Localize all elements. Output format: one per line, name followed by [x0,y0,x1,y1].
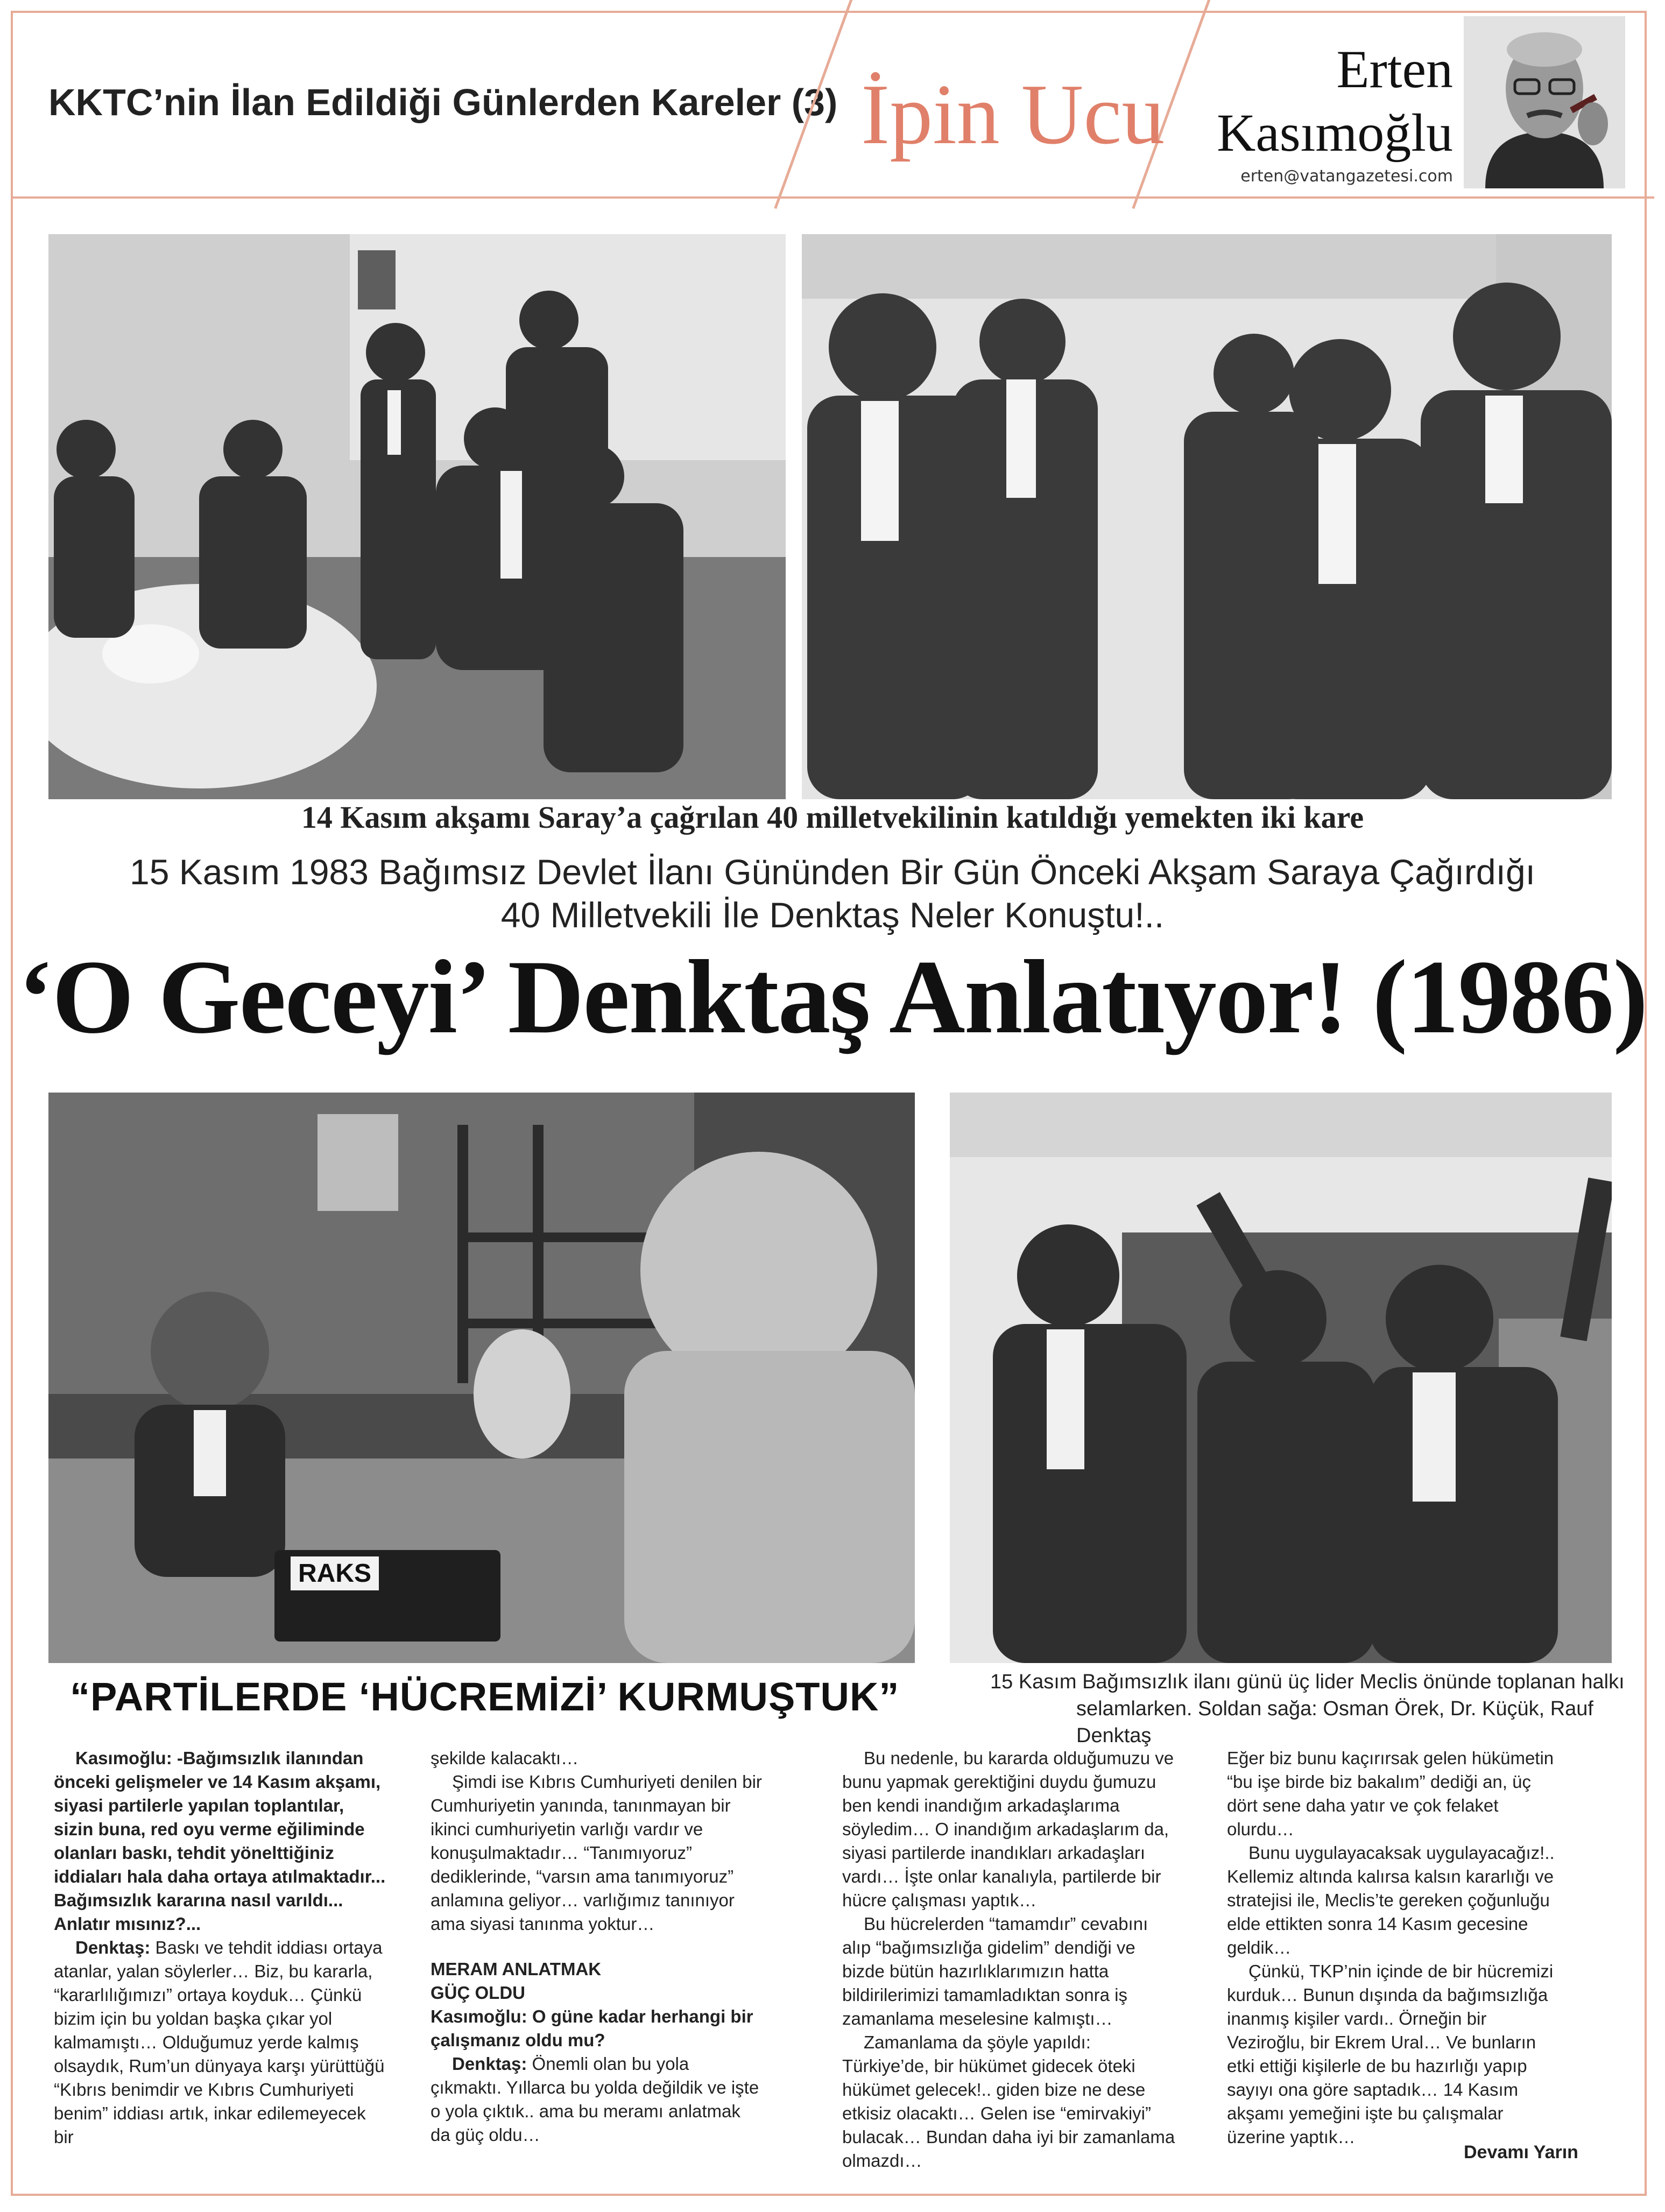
subheadline: “PARTİLERDE ‘HÜCREMİZİ’ KURMUŞTUK” [70,1674,900,1719]
author-email: erten@vatangazetesi.com [1240,167,1453,186]
article-column-1 [54,1746,387,2149]
question-text: O güne kadar herhangi bir çalışmanız oldu mu? [431,2006,753,2050]
paragraph: Bu nedenle, bu kararda olduğumuzu ve bunu yapmak gerektiğini duydu ğumuzu ben kendi inandığım arkadaşlarıma söyledim… O inandığım arkadaşlarım da, siyasi partilerde inandıkları arkadaşları vardı… İşte onlar kanalıyla, partilerde bir hücre çalışması yaptık… [842,1748,1174,1910]
headline: ‘O Geceyi’ Denktaş Anlatıyor! (1986) [18,939,1647,1055]
question-label: Kasımoğlu: [431,2006,527,2026]
paragraph: şekilde kalacaktı… [431,1748,579,1768]
paragraph: Bunu uygulayacaksak uygulayacağız!.. Kellemiz altında kalırsa kalsın kararlığı ve stratejisi ile, Meclis’te gereken çoğunluğu elde ettikten sonra 14 Kasım gecesine geldik… [1227,1843,1555,1957]
continued-tomorrow: Devamı Yarın [1464,2142,1578,2162]
author-portrait [1464,16,1625,188]
column-name: İpin Ucu [861,66,1165,162]
photo-dinner-standing [802,234,1612,799]
device-label: RAKS [291,1556,379,1590]
author-first: Erten [1336,39,1453,99]
series-title: KKTC’nin İlan Edildiği Günlerden Kareler (3) [48,81,838,123]
answer-label: Denktaş: [452,2054,527,2074]
top-photos-caption: 14 Kasım akşamı Saray’a çağrılan 40 milletvekilinin katıldığı yemekten iki kare [301,800,1364,835]
answer-text: Önemli olan bu yola çıkmaktı. Yıllarca bu yolda değildik ve işte o yola çıktık.. ama bu meramı anlatmak da güç oldu… [431,2054,759,2145]
author-name [1200,38,1453,165]
photo-interview [48,1093,915,1663]
deck [0,850,1665,936]
paragraph: Bu hücrelerden “tamamdır” cevabını alıp “bağımsızlığa gidelim” dendiği ve bizde bütün hazırlıklarımızın hatta bildirilerimizi tamamladıktan sonra iş zamanlama meselesine kalmıştı… [842,1914,1148,2028]
answer-label: Denktaş: [75,1938,151,1957]
article-column-3 [842,1746,1176,2173]
deck-line2: 40 Milletvekili İle Denktaş Neler Konuştu!.. [500,895,1165,935]
paragraph: Şimdi ise Kıbrıs Cumhuriyeti denilen bir Cumhuriyetin yanında, tanınmayan bir ikinci cumhuriyetin varlığı vardır ve konuşulmaktadır… “Tanımıyoruz” dediklerinde, “varsın ama tanımıyoruz” anlamına geliyor… varlığımız tanınıyor ama siyasi tanınma yoktur… [431,1772,762,1934]
section-heading [431,1957,764,2005]
answer-text: Baskı ve tehdit iddiası ortaya atanlar, yalan söylerler… Biz, bu kararla, “kararlılığımızı” ortaya koyduk… Çünkü bizim için bu yoldan başka çıkar yol kalmamıştı… Olduğumuz yerde kalmış olsaydık, Rum’un dünyaya karşı yürüttüğü “Kıbrıs benimdir ve Kıbrıs Cumhuriyeti benim” iddiası artık, inkar edilemeyecek bir [54,1938,385,2147]
author-last: Kasımoğlu [1217,103,1453,163]
article-column-2 [431,1746,764,2147]
question-text: -Bağımsızlık ilanından önceki gelişmeler ve 14 Kasım akşamı, siyasi partilerle yapılan toplantılar, sizin buna, red oyu verme eğiliminde olanları baskı, tehdit yönelttiğiniz iddiaları hala daha ortaya atılmaktadır... Bağımsızlık kararına nasıl varıldı... Anlatır mısınız?... [54,1748,386,1934]
paragraph: Çünkü, TKP’nin içinde de bir hücremizi kurduk… Bunun dışında da bağımsızlığa inanmış kişiler vardı.. Örneğin bir Veziroğlu, bir Ekrem Ural… Ve bunların etki ettiği kişilerle de bu hazırlığı yapıp sayıyı ona göre saptadık… 14 Kasım akşamı yemeğini işte bu çalışmalar üzerine yaptık… [1227,1961,1554,2147]
paragraph: Eğer biz bunu kaçırırsak gelen hükümetin “bu işe birde biz bakalım” dediği an, üç dört sene daha yatır ve çok felaket olurdu… [1227,1748,1554,1839]
paragraph: Zamanlama da şöyle yapıldı: Türkiye’de, bir hükümet gidecek öteki hükümet gelecek!.. giden bize ne dese etkisiz olacaktı… Gelen ise “emirvakiyi” bulacak… Bundan daha iyi bir zamanlama olmazdı… [842,2032,1175,2171]
bottom-photo-caption [990,1668,1636,1749]
section-heading-line1: MERAM ANLATMAK [431,1959,602,1979]
bottom-caption-line1: 15 Kasım Bağımsızlık ilanı günü üç lider Meclis önünde toplanan halkı [990,1671,1625,1693]
deck-line1: 15 Kasım 1983 Bağımsız Devlet İlanı Gününden Bir Gün Önceki Akşam Saraya Çağırdığı [130,852,1535,892]
photo-leaders-greeting [950,1093,1612,1663]
photo-dinner-seated [48,234,786,799]
header-rule [11,196,1654,199]
bottom-caption-line2: selamlarken. Soldan sağa: Osman Örek, Dr. Küçük, Rauf Denktaş [1076,1697,1593,1747]
article-column-4 [1227,1746,1561,2149]
section-heading-line2: GÜÇ OLDU [431,1983,525,2003]
question-label: Kasımoğlu: [75,1748,172,1768]
